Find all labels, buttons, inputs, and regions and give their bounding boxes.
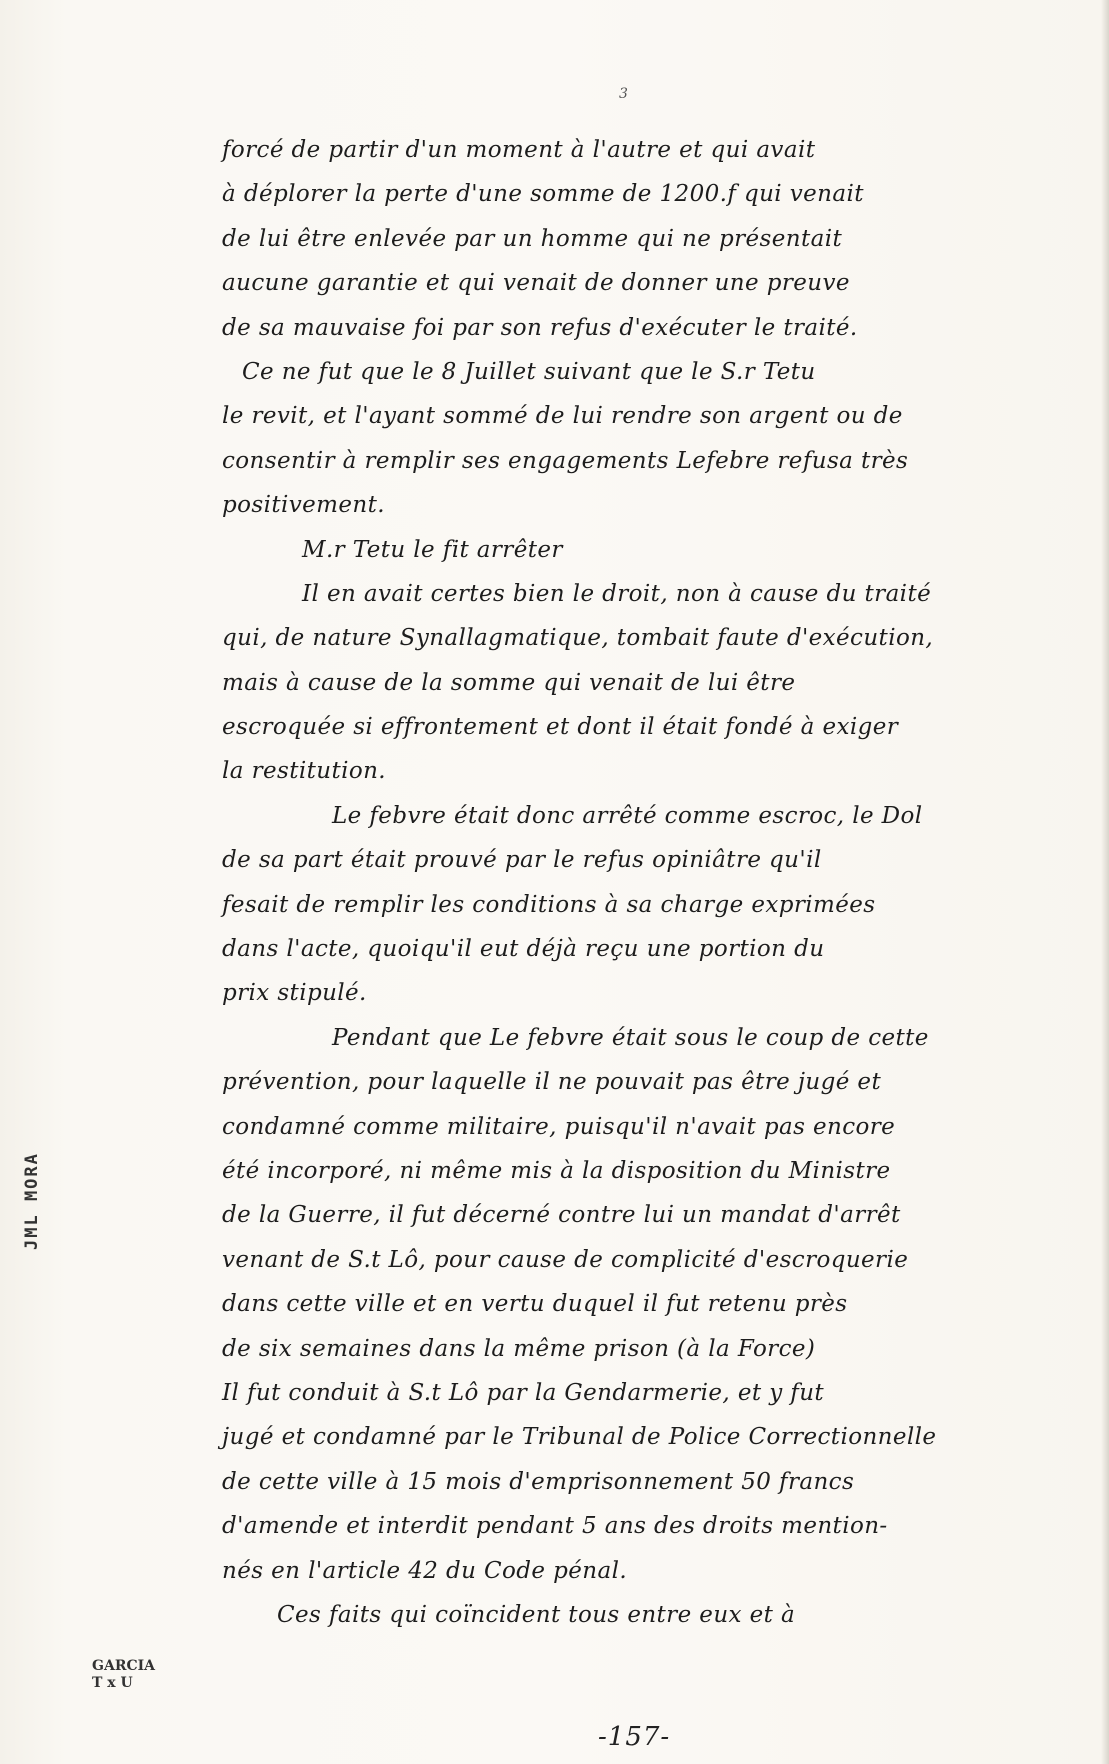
- text-line: Il fut conduit à S.t Lô par la Gendarmerie, et y fut: [222, 1379, 825, 1406]
- text-line: positivement.: [222, 492, 385, 519]
- text-line: forcé de partir d'un moment à l'autre et qui avait: [222, 137, 816, 163]
- text-line: dans cette ville et en vertu duquel il fut retenu près: [222, 1291, 848, 1318]
- text-line: qui, de nature Synallagmatique, tombait faute d'exécution,: [222, 625, 934, 652]
- text-line: aucune garantie et qui venait de donner une preuve: [222, 270, 850, 297]
- text-line: condamné comme militaire, puisqu'il n'avait pas encore: [222, 1113, 896, 1140]
- text-line: de cette ville à 15 mois d'emprisonnement 50 francs: [222, 1468, 855, 1495]
- text-line: fesait de remplir les conditions à sa charge exprimées: [222, 891, 876, 918]
- text-line: de sa mauvaise foi par son refus d'exécuter le traité.: [222, 314, 858, 341]
- text-line: de six semaines dans la même prison (à la Force): [222, 1335, 816, 1362]
- text-line: de sa part était prouvé par le refus opiniâtre qu'il: [222, 847, 822, 874]
- text-line: jugé et condamné par le Tribunal de Police Correctionnelle: [222, 1424, 937, 1451]
- text-line: mais à cause de la somme qui venait de lui être: [222, 669, 796, 696]
- text-line: escroquée si effrontement et dont il était fondé à exiger: [222, 714, 899, 741]
- text-line: le revit, et l'ayant sommé de lui rendre son argent ou de: [222, 403, 903, 430]
- text-line: Il en avait certes bien le droit, non à cause du traité: [302, 580, 932, 607]
- text-line: M.r Tetu le fit arrêter: [302, 536, 563, 563]
- archive-stamp-line1: GARCIA: [92, 1658, 156, 1674]
- folio-number: -157-: [598, 1722, 671, 1752]
- text-line: de lui être enlevée par un homme qui ne présentait: [222, 225, 843, 252]
- page-number: 3: [619, 86, 628, 102]
- margin-stamp: [22, 1052, 42, 1250]
- text-line: Le febvre était donc arrêté comme escroc, le Dol: [332, 802, 923, 829]
- handwritten-text-block: [222, 128, 1042, 1637]
- archive-stamp: [92, 1658, 155, 1692]
- text-line: d'amende et interdit pendant 5 ans des droits mention-: [222, 1513, 888, 1540]
- text-line: prévention, pour laquelle il ne pouvait pas être jugé et: [222, 1069, 882, 1096]
- text-line: prix stipulé.: [222, 980, 367, 1007]
- archive-stamp-line2: T x U: [92, 1675, 133, 1691]
- text-line: Ces faits qui coïncident tous entre eux et à: [277, 1601, 796, 1628]
- page-edge-shadow: [1101, 0, 1109, 1764]
- text-line: dans l'acte, quoiqu'il eut déjà reçu une portion du: [222, 936, 825, 963]
- text-line: nés en l'article 42 du Code pénal.: [222, 1557, 628, 1584]
- margin-stamp-text: JML MORA: [22, 1152, 42, 1250]
- text-line: consentir à remplir ses engagements Lefebre refusa très: [222, 447, 909, 474]
- text-line: Ce ne fut que le 8 Juillet suivant que le S.r Tetu: [242, 358, 816, 385]
- text-line: Pendant que Le febvre était sous le coup de cette: [332, 1024, 929, 1051]
- text-line: à déplorer la perte d'une somme de 1200.f qui venait: [222, 181, 864, 208]
- text-line: venant de S.t Lô, pour cause de complicité d'escroquerie: [222, 1246, 909, 1273]
- text-line: la restitution.: [222, 758, 387, 785]
- text-line: de la Guerre, il fut décerné contre lui un mandat d'arrêt: [222, 1202, 901, 1229]
- text-line: été incorporé, ni même mis à la disposition du Ministre: [222, 1157, 891, 1184]
